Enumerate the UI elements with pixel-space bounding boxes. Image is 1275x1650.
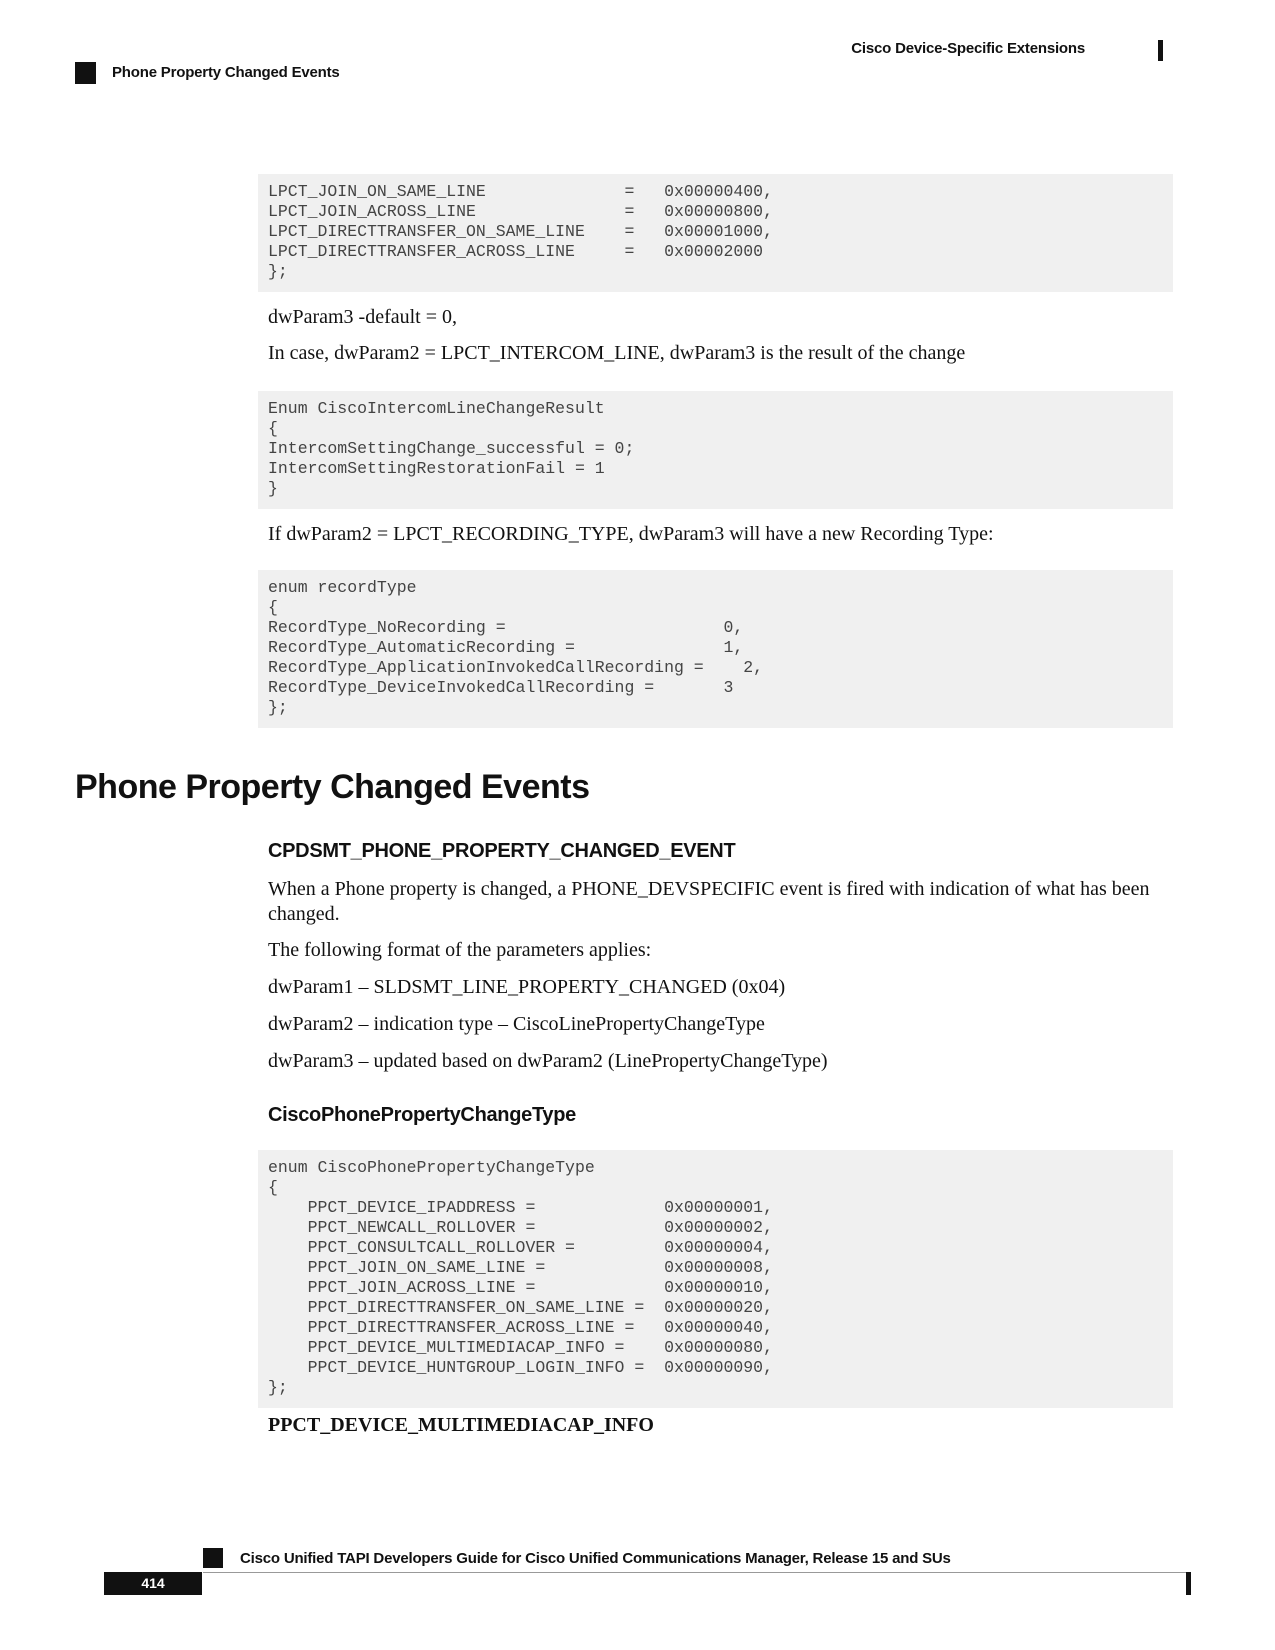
paragraph-dwparam3: dwParam3 – updated based on dwParam2 (LinePropertyChangeType): [268, 1050, 828, 1072]
code-line: PPCT_JOIN_ON_SAME_LINE = 0x00000008,: [268, 1258, 773, 1277]
footer-marker-block: [203, 1548, 223, 1568]
code-line: LPCT_JOIN_ACROSS_LINE = 0x00000800,: [268, 202, 773, 221]
running-header-chapter: Cisco Device-Specific Extensions: [851, 40, 1085, 57]
code-line: RecordType_AutomaticRecording = 1,: [268, 638, 744, 657]
paragraph-dwparam1: dwParam1 – SLDSMT_LINE_PROPERTY_CHANGED (0x04): [268, 976, 786, 998]
code-block-line-property-enum-tail: [258, 174, 1173, 292]
code-line: enum recordType: [268, 578, 417, 597]
code-line: {: [268, 419, 278, 438]
code-line: PPCT_NEWCALL_ROLLOVER = 0x00000002,: [268, 1218, 773, 1237]
code-line: };: [268, 1378, 288, 1397]
header-marker-block: [75, 62, 96, 84]
code-line: PPCT_DIRECTTRANSFER_ON_SAME_LINE = 0x00000020,: [268, 1298, 773, 1317]
code-line: {: [268, 598, 278, 617]
code-line: PPCT_DEVICE_MULTIMEDIACAP_INFO = 0x00000080,: [268, 1338, 773, 1357]
footer-rule-bar: [1186, 1572, 1191, 1595]
code-line: RecordType_NoRecording = 0,: [268, 618, 744, 637]
code-line: PPCT_JOIN_ACROSS_LINE = 0x00000010,: [268, 1278, 773, 1297]
code-line: RecordType_ApplicationInvokedCallRecording = 2,: [268, 658, 764, 677]
paragraph-dwparam2: dwParam2 – indication type – CiscoLinePropertyChangeType: [268, 1013, 765, 1035]
code-line: IntercomSettingRestorationFail = 1: [268, 459, 605, 478]
code-line: RecordType_DeviceInvokedCallRecording = 3: [268, 678, 734, 697]
subsection-title-multimediacap: PPCT_DEVICE_MULTIMEDIACAP_INFO: [268, 1414, 654, 1436]
code-line: };: [268, 698, 288, 717]
code-line: PPCT_CONSULTCALL_ROLLOVER = 0x00000004,: [268, 1238, 773, 1257]
paragraph-default: dwParam3 -default = 0,: [268, 306, 458, 328]
code-line: LPCT_DIRECTTRANSFER_ACROSS_LINE = 0x00002000: [268, 242, 764, 261]
paragraph-intercom-case: In case, dwParam2 = LPCT_INTERCOM_LINE, dwParam3 is the result of the change: [268, 342, 966, 364]
section-title: Phone Property Changed Events: [75, 768, 590, 806]
code-line: enum CiscoPhonePropertyChangeType: [268, 1158, 595, 1177]
code-line: {: [268, 1178, 278, 1197]
paragraph-recording-type: If dwParam2 = LPCT_RECORDING_TYPE, dwParam3 will have a new Recording Type:: [268, 523, 994, 545]
page-number: 414: [104, 1572, 202, 1595]
code-line: Enum CiscoIntercomLineChangeResult: [268, 399, 605, 418]
code-line: LPCT_DIRECTTRANSFER_ON_SAME_LINE = 0x00001000,: [268, 222, 773, 241]
code-block-phone-property-change-enum: [258, 1150, 1173, 1408]
paragraph-format-intro: The following format of the parameters applies:: [268, 939, 652, 961]
code-line: PPCT_DEVICE_IPADDRESS = 0x00000001,: [268, 1198, 773, 1217]
code-block-record-type-enum: [258, 570, 1173, 728]
code-line: LPCT_JOIN_ON_SAME_LINE = 0x00000400,: [268, 182, 773, 201]
code-line: PPCT_DEVICE_HUNTGROUP_LOGIN_INFO = 0x00000090,: [268, 1358, 773, 1377]
subsection-title-event: CPDSMT_PHONE_PROPERTY_CHANGED_EVENT: [268, 840, 736, 862]
code-line: };: [268, 262, 288, 281]
code-line: PPCT_DIRECTTRANSFER_ACROSS_LINE = 0x00000040,: [268, 1318, 773, 1337]
running-header-section: Phone Property Changed Events: [112, 64, 340, 81]
paragraph-event-description: When a Phone property is changed, a PHONE_DEVSPECIFIC event is fired with indication of what has been changed.: [268, 878, 1150, 925]
footer-rule: [203, 1572, 1188, 1573]
footer-book-title: Cisco Unified TAPI Developers Guide for Cisco Unified Communications Manager, Release 15 and SUs: [240, 1550, 951, 1567]
code-block-intercom-result-enum: [258, 391, 1173, 509]
subsection-title-change-type: CiscoPhonePropertyChangeType: [268, 1104, 576, 1126]
code-line: IntercomSettingChange_successful = 0;: [268, 439, 635, 458]
code-line: }: [268, 479, 278, 498]
header-rule-bar: [1158, 40, 1163, 61]
